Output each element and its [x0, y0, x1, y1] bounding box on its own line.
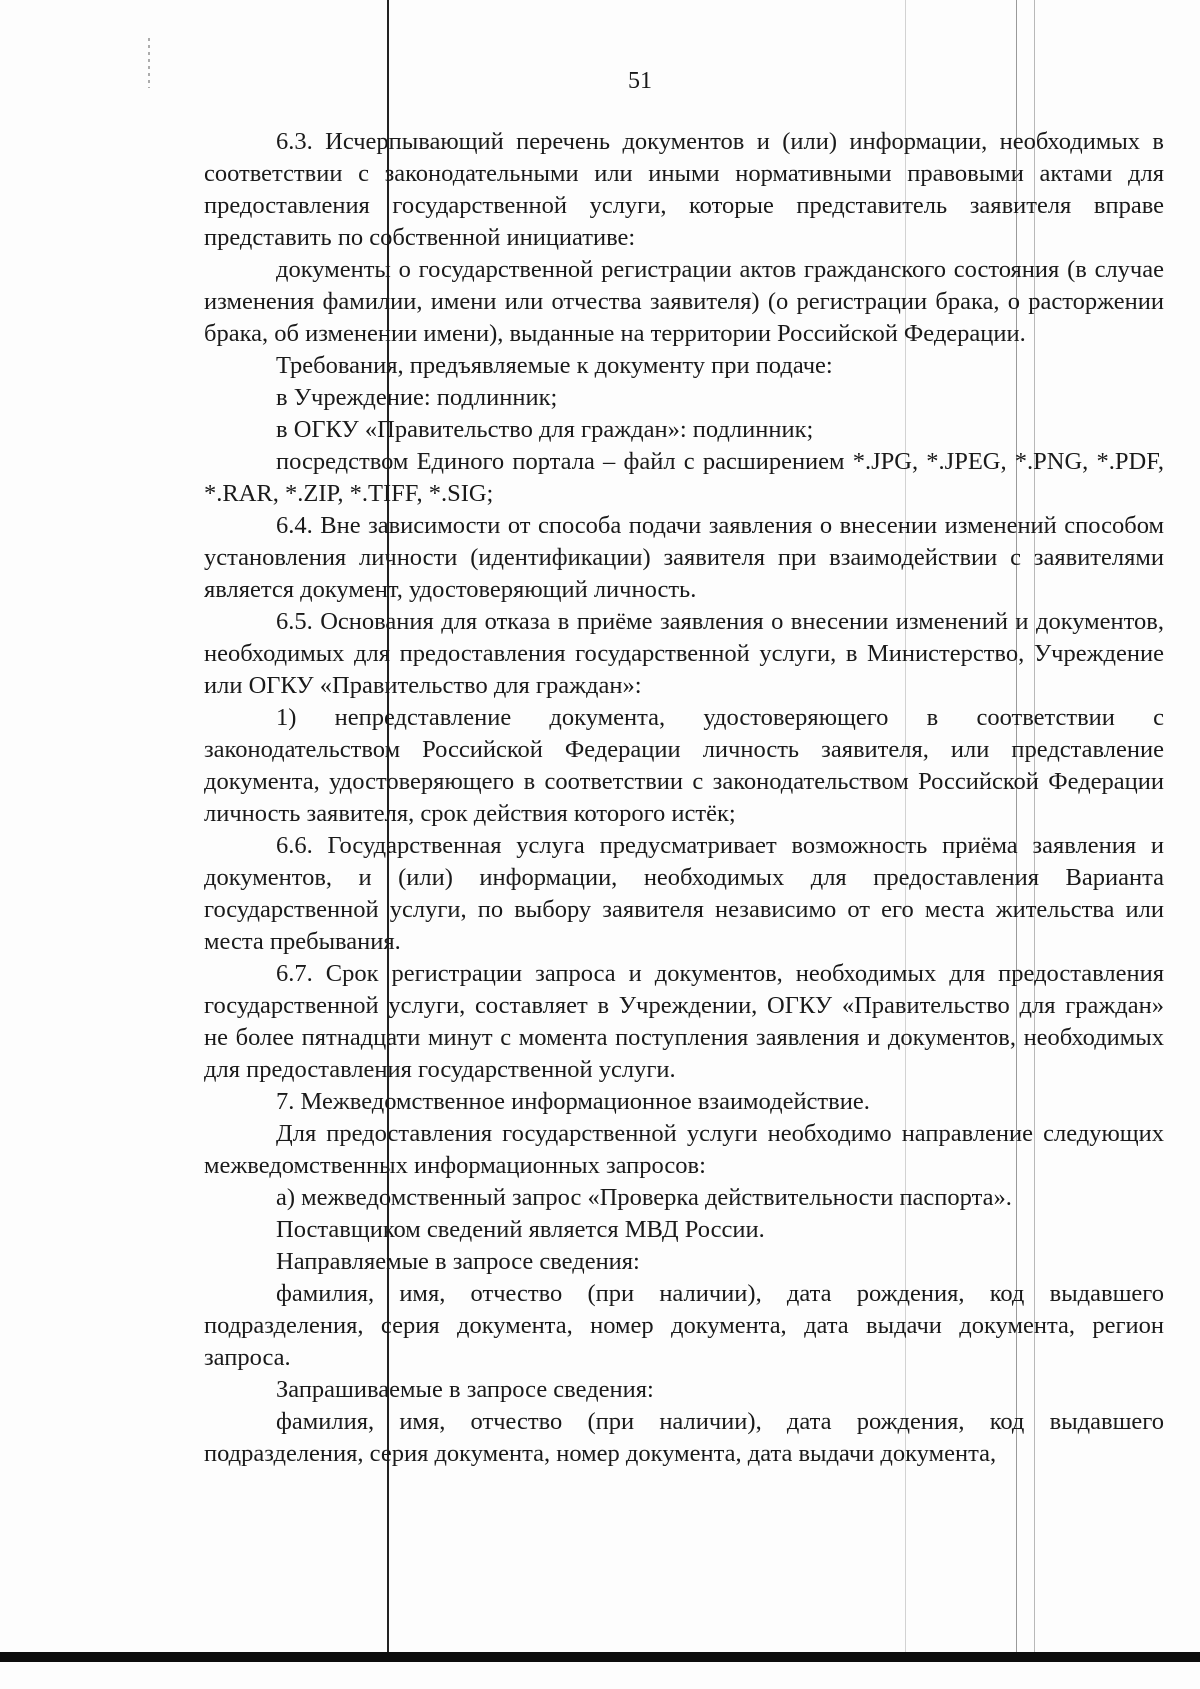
paragraph-sent-data: фамилия, имя, отчество (при наличии), дата рождения, код выдавшего подразделения, серия документа, номер документа, дата выдачи документа, регион запроса.	[204, 1280, 1164, 1371]
paragraph-item-1: 1) непредставление документа, удостоверяющего в соответствии с законодательством Российской Федерации личность заявителя, или представление документа, удостоверяющего в соответствии с законодательством Российской Федерации личность заявителя, срок действия которого истёк;	[204, 704, 1164, 827]
paragraph-request-a: а) межведомственный запрос «Проверка действительности паспорта».	[276, 1184, 1012, 1211]
paragraph-6-6: 6.6. Государственная услуга предусматривает возможность приёма заявления и документов, и (или) информации, необходимых для предоставления Варианта государственной услуги, по выбору заявителя независимо от его места жительства или места пребывания.	[204, 832, 1164, 955]
paragraph-6-3: 6.3. Исчерпывающий перечень документов и (или) информации, необходимых в соответствии с законодательными или иными нормативными правовыми актами для предоставления государственной услуги, которые представитель заявителя вправе представить по собственной инициативе:	[204, 128, 1164, 251]
paragraph-portal: посредством Единого портала – файл с расширением *.JPG, *.JPEG, *.PNG, *.PDF, *.RAR, *.ZIP, *.TIFF, *.SIG;	[204, 448, 1164, 507]
paragraph-6-5: 6.5. Основания для отказа в приёме заявления о внесении изменений и документов, необходимых для предоставления государственной услуги, в Министерство, Учреждение или ОГКУ «Правительство для граждан»:	[204, 608, 1164, 699]
document-body	[204, 126, 1164, 1470]
paragraph-institution: в Учреждение: подлинник;	[276, 384, 558, 411]
paragraph-sent-data-heading: Направляемые в запросе сведения:	[276, 1248, 640, 1275]
paragraph-7: 7. Межведомственное информационное взаимодействие.	[276, 1088, 870, 1115]
paragraph-documents: документы о государственной регистрации актов гражданского состояния (в случае изменения фамилии, имени или отчества заявителя) (о регистрации брака, о расторжении брака, об изменении имени), выданные на территории Российской Федерации.	[204, 256, 1164, 347]
page-number: 51	[628, 68, 652, 94]
paragraph-6-4: 6.4. Вне зависимости от способа подачи заявления о внесении изменений способом установления личности (идентификации) заявителя при взаимодействии с заявителями является документ, удостоверяющий личность.	[204, 512, 1164, 603]
paragraph-ogku: в ОГКУ «Правительство для граждан»: подлинник;	[276, 416, 814, 443]
paragraph-6-7: 6.7. Срок регистрации запроса и документов, необходимых для предоставления государственной услуги, составляет в Учреждении, ОГКУ «Правительство для граждан» не более пятнадцати минут с момента поступления заявления и документов, необходимых для предоставления государственной услуги.	[204, 960, 1164, 1083]
paragraph-requested-data: фамилия, имя, отчество (при наличии), дата рождения, код выдавшего подразделения, серия документа, номер документа, дата выдачи документа,	[204, 1408, 1164, 1467]
paragraph-requirements: Требования, предъявляемые к документу при подаче:	[276, 352, 833, 379]
scan-bottom-edge	[0, 1652, 1200, 1662]
paragraph-provider: Поставщиком сведений является МВД России.	[276, 1216, 765, 1243]
paragraph-requested-data-heading: Запрашиваемые в запросе сведения:	[276, 1376, 654, 1403]
paragraph-interagency: Для предоставления государственной услуги необходимо направление следующих межведомственных информационных запросов:	[204, 1120, 1164, 1179]
